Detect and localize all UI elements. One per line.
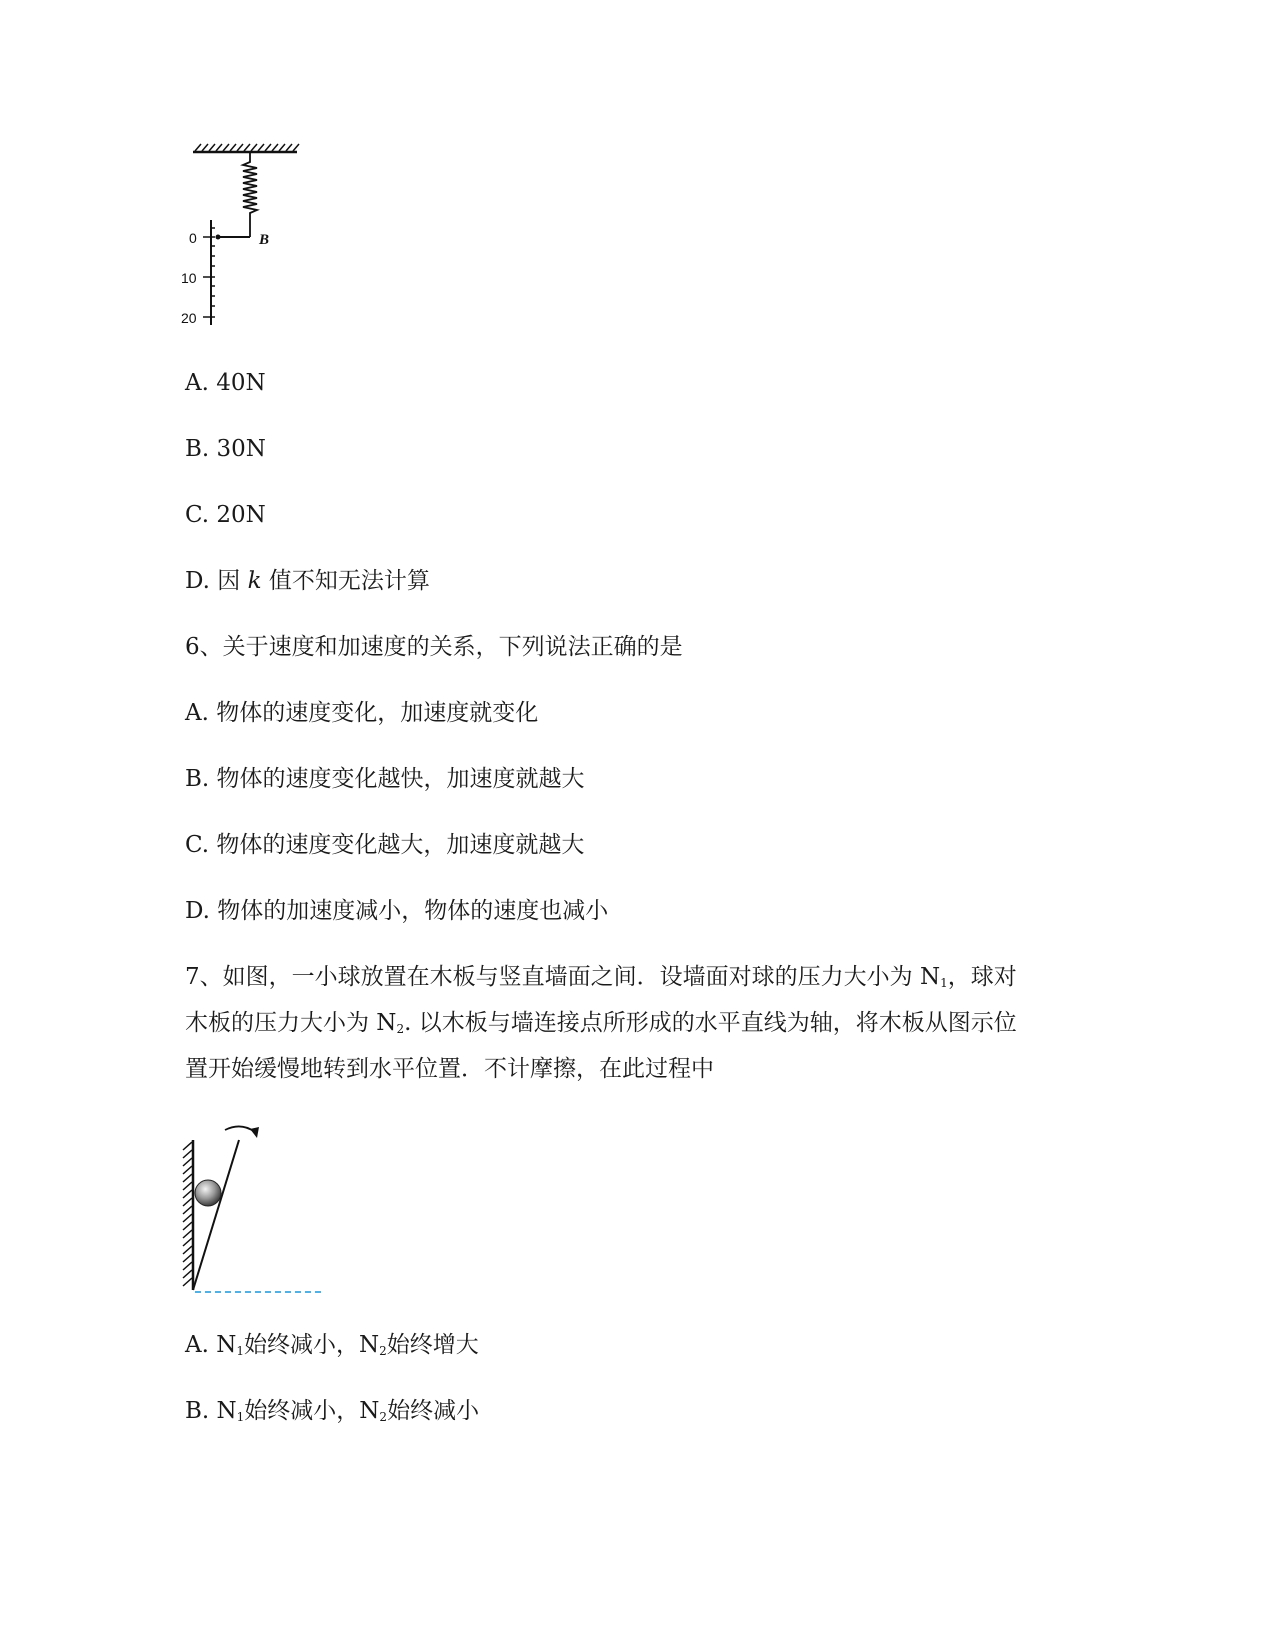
subscript-1: 1 [236, 1344, 244, 1358]
q6-option-a: A. 物体的速度变化，加速度就变化 [185, 700, 539, 726]
q7-b-suffix: 始终减小 [387, 1398, 480, 1424]
q7-a-mid: 始终减小，N [244, 1332, 380, 1358]
spring-scale-figure [175, 140, 310, 335]
q5-option-b: B. 30N [185, 436, 266, 462]
q7-stem-line-2 [185, 1008, 1017, 1044]
q7-a-prefix: A. N [185, 1332, 237, 1358]
q7-line2-tail: . 以木板与墙连接点所形成的水平直线为轴，将木板从图示位 [404, 1010, 1017, 1036]
q7-stem-line-1 [185, 962, 1017, 998]
point-label-b: B [259, 232, 270, 248]
q5-option-d-prefix: D. 因 [185, 568, 241, 594]
scale-label-twenty: 20 [181, 310, 197, 326]
q7-a-suffix: 始终增大 [386, 1332, 479, 1358]
q7-b-mid: 始终减小，N [244, 1398, 380, 1424]
q5-option-a: A. 40N [185, 370, 266, 396]
q5-option-d [185, 566, 430, 596]
subscript-1: 1 [236, 1410, 245, 1424]
scale-label-ten: 10 [181, 270, 197, 286]
q7-line2-text: 木板的压力大小为 N [185, 1010, 397, 1036]
variable-k: k [247, 568, 262, 594]
q6-option-d: D. 物体的加速度减小，物体的速度也减小 [185, 898, 609, 924]
q7-line1-text: 7、如图，一小球放置在木板与竖直墙面之间．设墙面对球的压力大小为 N [185, 964, 941, 990]
ball-wall-board-figure [175, 1118, 335, 1303]
q7-stem-line-3: 置开始缓慢地转到水平位置．不计摩擦，在此过程中 [185, 1056, 714, 1082]
scale-label-zero: 0 [189, 230, 197, 246]
q7-line1-tail: ，球对 [947, 964, 1017, 990]
q7-option-b [185, 1396, 479, 1432]
q5-option-c: C. 20N [185, 502, 266, 528]
subscript-1: 1 [940, 976, 948, 990]
q6-stem: 6、关于速度和加速度的关系，下列说法正确的是 [185, 634, 683, 660]
q6-option-b: B. 物体的速度变化越快，加速度就越大 [185, 766, 585, 792]
subscript-2: 2 [379, 1410, 388, 1424]
subscript-2: 2 [396, 1022, 405, 1036]
q5-option-d-suffix: 值不知无法计算 [268, 568, 430, 594]
q7-option-a [185, 1330, 479, 1366]
q7-b-prefix: B. N [185, 1398, 237, 1424]
q6-option-c: C. 物体的速度变化越大，加速度就越大 [185, 832, 585, 858]
subscript-2: 2 [379, 1344, 387, 1358]
